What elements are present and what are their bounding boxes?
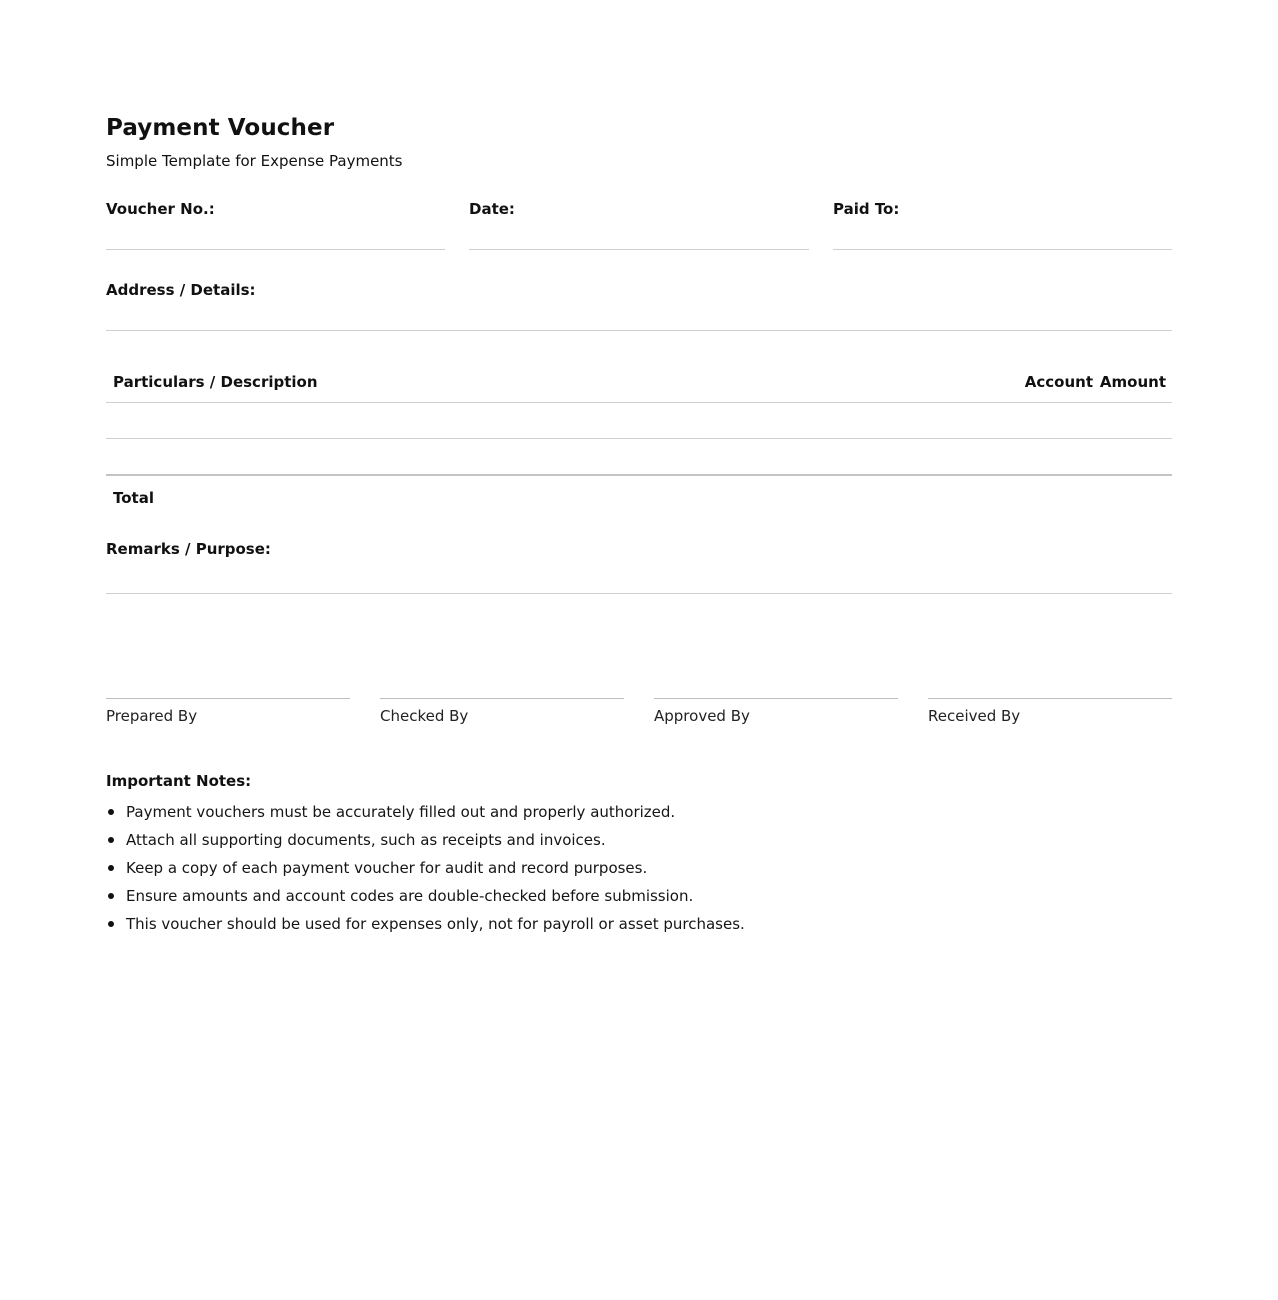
address-label: Address / Details:: [106, 281, 256, 299]
signature-line: [380, 698, 624, 699]
remarks-underline: [106, 593, 1172, 594]
list-item: [106, 882, 1172, 910]
column-header-amount: Amount: [1099, 373, 1166, 391]
signature-line: [928, 698, 1172, 699]
note-text: Ensure amounts and account codes are double-checked before submission.: [126, 887, 694, 905]
particulars-table: [106, 364, 1172, 516]
signature-label: Approved By: [654, 707, 750, 725]
address-underline: [106, 330, 1172, 331]
signature-label: Prepared By: [106, 707, 198, 725]
paid-to-label: Paid To:: [833, 200, 900, 218]
date-label: Date:: [469, 200, 515, 218]
remarks-field[interactable]: [106, 540, 1172, 594]
paid-to-field[interactable]: [833, 200, 1172, 250]
table-row[interactable]: [106, 403, 1172, 439]
note-text: Keep a copy of each payment voucher for audit and record purposes.: [126, 859, 648, 877]
bullet-icon: [108, 921, 114, 927]
address-field[interactable]: [106, 281, 1172, 331]
page-subtitle: Simple Template for Expense Payments: [106, 152, 403, 170]
list-item: [106, 910, 1172, 938]
list-item: [106, 854, 1172, 882]
paid-to-underline: [833, 249, 1172, 250]
list-item: [106, 826, 1172, 854]
date-field[interactable]: [469, 200, 809, 250]
note-text: This voucher should be used for expenses only, not for payroll or asset purchases.: [126, 915, 745, 933]
bullet-icon: [108, 865, 114, 871]
bullet-icon: [108, 893, 114, 899]
signature-line: [654, 698, 898, 699]
signature-approved-by[interactable]: [654, 698, 898, 725]
note-text: Payment vouchers must be accurately filled out and properly authorized.: [126, 803, 676, 821]
signature-label: Checked By: [380, 707, 469, 725]
remarks-label: Remarks / Purpose:: [106, 540, 271, 558]
signature-received-by[interactable]: [928, 698, 1172, 725]
important-notes: [106, 772, 1172, 938]
date-underline: [469, 249, 809, 250]
column-header-account: Account: [1024, 373, 1093, 391]
voucher-no-field[interactable]: [106, 200, 445, 250]
bullet-icon: [108, 809, 114, 815]
total-label: Total: [113, 489, 154, 507]
bullet-icon: [108, 837, 114, 843]
notes-list: [106, 798, 1172, 938]
signature-label: Received By: [928, 707, 1021, 725]
list-item: [106, 798, 1172, 826]
notes-title: Important Notes:: [106, 772, 252, 790]
page-title: Payment Voucher: [106, 115, 335, 141]
note-text: Attach all supporting documents, such as receipts and invoices.: [126, 831, 606, 849]
table-row[interactable]: [106, 439, 1172, 476]
table-header-row: [106, 364, 1172, 403]
voucher-no-underline: [106, 249, 445, 250]
signature-checked-by[interactable]: [380, 698, 624, 725]
signature-prepared-by[interactable]: [106, 698, 350, 725]
signature-line: [106, 698, 350, 699]
voucher-no-label: Voucher No.:: [106, 200, 215, 218]
column-header-description: Particulars / Description: [113, 373, 318, 391]
total-row: [106, 476, 1172, 516]
